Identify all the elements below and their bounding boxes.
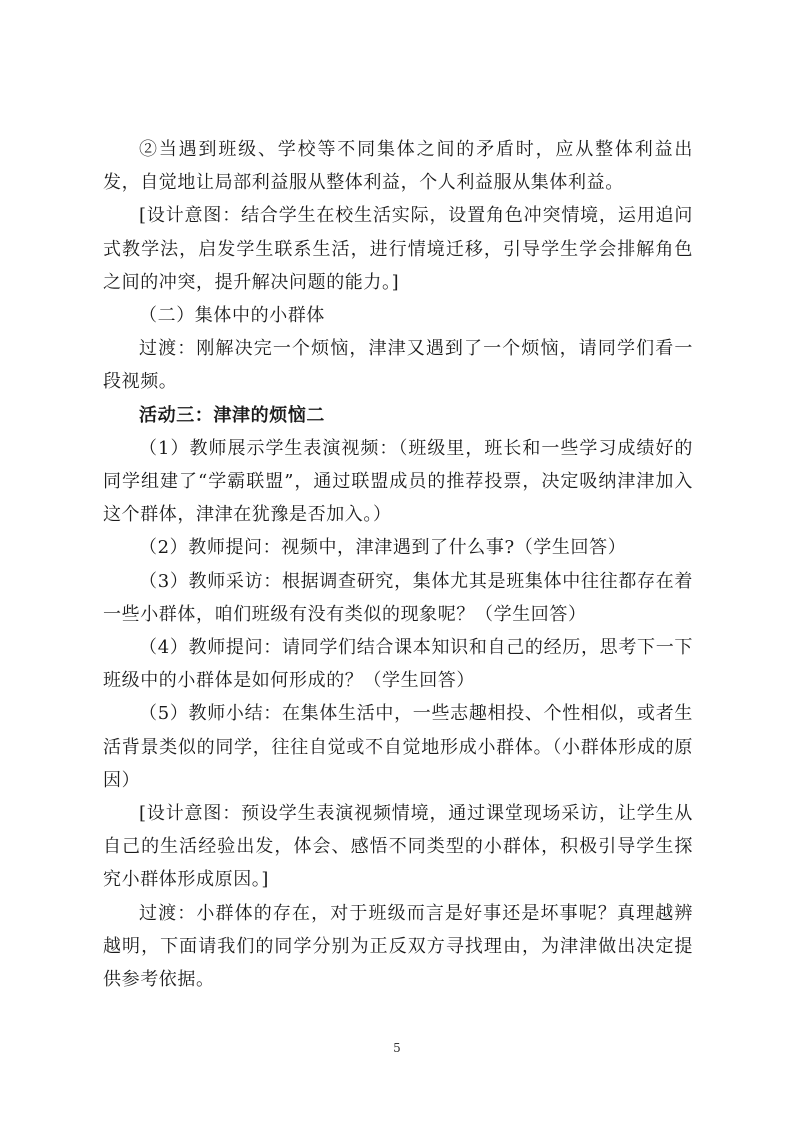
page-number: 5 — [393, 1041, 401, 1055]
paragraph-design-intent-1: [设计意图：结合学生在校生活实际，设置角色冲突情境，运用追问式教学法，启发学生联系生活，进行情境迁移，引导学生学会排解角色之间的冲突，提升解决问题的能力。] — [103, 205, 693, 293]
paragraph-step-5: （5）教师小结：在集体生活中，一些志趣相投、个性相似，或者生活背景类似的同学，往往自觉或不自觉地形成小群体。（小群体形成的原因） — [103, 703, 693, 791]
paragraph-transition-1: 过渡：刚解决完一个烦恼，津津又遇到了一个烦恼，请同学们看一段视频。 — [103, 338, 693, 393]
activity-heading-3: 活动三：津津的烦恼二 — [139, 404, 325, 426]
paragraph-step-1: （1）教师展示学生表演视频：（班级里，班长和一些学习成绩好的同学组建了“学霸联盟”，通过联盟成员的推荐投票，决定吸纳津津加入这个群体，津津在犹豫是否加入。） — [103, 437, 693, 526]
paragraph-conflict-resolution: ②当遇到班级、学校等不同集体之间的矛盾时，应从整体利益出发，自觉地让局部利益服从整体利益，个人利益服从集体利益。 — [103, 139, 693, 194]
paragraph-step-2: （2）教师提问：视频中，津津遇到了什么事?（学生回答） — [139, 537, 627, 559]
paragraph-design-intent-2: [设计意图：预设学生表演视频情境，通过课堂现场采访，让学生从自己的生活经验出发，体会、感悟不同类型的小群体，积极引导学生探究小群体形成原因。] — [103, 803, 693, 891]
paragraph-step-4: （4）教师提问：请同学们结合课本知识和自己的经历，思考下一下班级中的小群体是如何形成的？（学生回答） — [103, 637, 693, 692]
paragraph-step-3: （3）教师采访：根据调查研究，集体尤其是班集体中往往都存在着一些小群体，咱们班级有没有类似的现象呢？（学生回答） — [103, 570, 693, 625]
section-heading-small-groups: （二）集体中的小群体 — [139, 305, 325, 327]
document-body — [103, 133, 693, 996]
paragraph-transition-2: 过渡：小群体的存在，对于班级而言是好事还是坏事呢？真理越辨越明，下面请我们的同学分别为正反双方寻找理由，为津津做出决定提供参考依据。 — [103, 902, 693, 991]
